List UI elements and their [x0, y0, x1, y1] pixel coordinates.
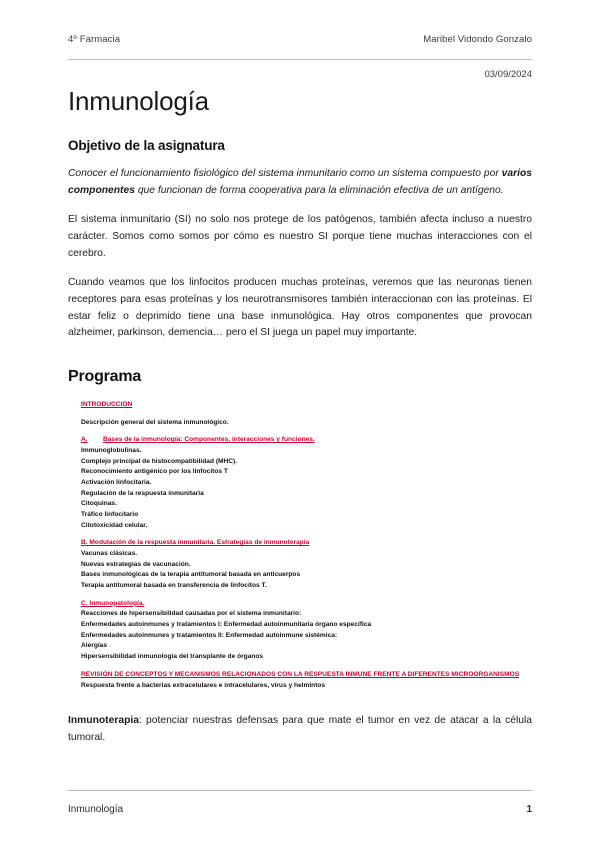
- objective-p1-part2: que funcionan de forma cooperativa para la eliminación efectiva de un antígeno.: [134, 184, 504, 196]
- document-header: [68, 34, 532, 45]
- footer-page-number: 1: [526, 804, 532, 815]
- page-title: Inmunología: [68, 86, 209, 116]
- header-course-label: 4º Farmacia: [68, 34, 121, 45]
- list-item: Citoquinas.: [81, 500, 117, 508]
- list-item: Bases inmunológicas de la terapia antitumoral basada en anticuerpos: [81, 571, 301, 579]
- objective-p1-part1: Conocer el funcionamiento fisiológico del sistema inmunitario como un sistema compuesto por: [68, 168, 502, 179]
- document-footer: [68, 804, 532, 815]
- spacer: [81, 592, 532, 599]
- syllabus-review-line: Respuesta frente a bacterias extracelulares e intracelulares, virus y helmintos: [81, 681, 326, 689]
- spacer: [81, 663, 532, 670]
- list-item: Immunoglobulinas.: [81, 447, 142, 455]
- objective-heading: Objetivo de la asignatura: [68, 138, 225, 153]
- list-item: Terapia antitumoral basada en transferencia de linfocitos T.: [81, 582, 267, 590]
- spacer: [81, 411, 532, 418]
- programa-section: [68, 368, 532, 691]
- syllabus-list: [68, 400, 532, 691]
- list-item: Hipersensibilidad inmunología del transplante de órganos: [81, 653, 264, 661]
- programa-heading: Programa: [68, 368, 142, 386]
- spacer: [81, 428, 532, 435]
- syllabus-review-heading: REVISIÓN DE CONCEPTOS Y MECANISMOS RELACIONADOS CON LA RESPUESTA INMUNE FRENTE A DIFERENTES MICROORGANISMOS: [81, 670, 520, 678]
- syllabus-section-a-title: Bases de la inmunología: Componentes, interacciones y funciones.: [103, 436, 315, 444]
- footer-subject-label: Inmunología: [68, 804, 124, 815]
- objective-paragraph-3: Cuando veamos que los linfocitos producen muchas proteínas, veremos que las neuronas tienen receptores para esas proteínas y los neurotransmisores también interaccionan con las proteínas. El estar feliz o deprimido tiene una base inmunológica. Hay otros componentes que provocan alzheimer, parkinson, demencia… pero el SI juega un papel muy importante.: [68, 277, 532, 339]
- header-divider: [68, 59, 532, 60]
- footer-divider: [68, 790, 532, 791]
- list-item: Enfermedades autoinmunes y tratamientos I: Enfermedad autoinmunitaria órgano específica: [81, 621, 372, 629]
- objective-paragraph-1: [68, 166, 532, 199]
- list-item: Reconocimiento antigénico por los linfocitos T: [81, 468, 228, 476]
- syllabus-intro-heading: INTRODUCCION: [81, 401, 133, 409]
- document-body: [68, 138, 532, 757]
- list-item: Enfermedades autoinmunes y tratamientos II: Enfermedad autoinmune sistémica:: [81, 631, 338, 639]
- closing-paragraph: [68, 713, 532, 746]
- closing-term: Inmunoterapia: [68, 715, 139, 727]
- spacer: [81, 531, 532, 538]
- syllabus-section-c-heading: C. Inmunopatología.: [81, 599, 145, 607]
- objective-p1-bold: varios componentes: [68, 168, 532, 196]
- syllabus-section-b-heading: B. Modulación de la respuesta inmunitaria. Estrategias de inmunoterapia: [81, 539, 310, 547]
- list-item: Regulación de la respuesta inmunitaria: [81, 489, 204, 497]
- closing-text: : potenciar nuestras defensas para que mate el tumor en vez de atacar a la célula tumoral.: [68, 715, 532, 743]
- list-item: Vacunas clásicas.: [81, 550, 138, 558]
- list-item: Citotoxicidad celular.: [81, 521, 148, 529]
- header-date: 03/09/2024: [484, 69, 532, 80]
- list-item: Nuevas estrategias de vacunación.: [81, 560, 191, 568]
- list-item: Activación linfocitaria.: [81, 479, 152, 487]
- list-item: Alergias: [81, 642, 108, 650]
- objective-paragraph-2: El sistema inmunitario (SI) no solo nos protege de los patógenos, también afecta incluso a nuestro carácter. Somos como somos por cómo es nuestro SI porque tiene muchas interacciones con el cerebro.: [68, 214, 532, 259]
- syllabus-section-a-letter: A.: [81, 436, 88, 444]
- syllabus-section-a-heading: [81, 435, 532, 446]
- list-item: Tráfico linfocitario: [81, 511, 139, 519]
- header-author-label: Maribel Vidondo Gonzalo: [423, 34, 532, 45]
- list-item: Reacciones de hipersensibilidad causadas por el sistema inmunitario:: [81, 610, 302, 618]
- syllabus-intro-line: Descripción general del sistema inmunológico.: [81, 418, 229, 426]
- list-item: Complejo principal de histocompatibilidad (MHC).: [81, 457, 238, 465]
